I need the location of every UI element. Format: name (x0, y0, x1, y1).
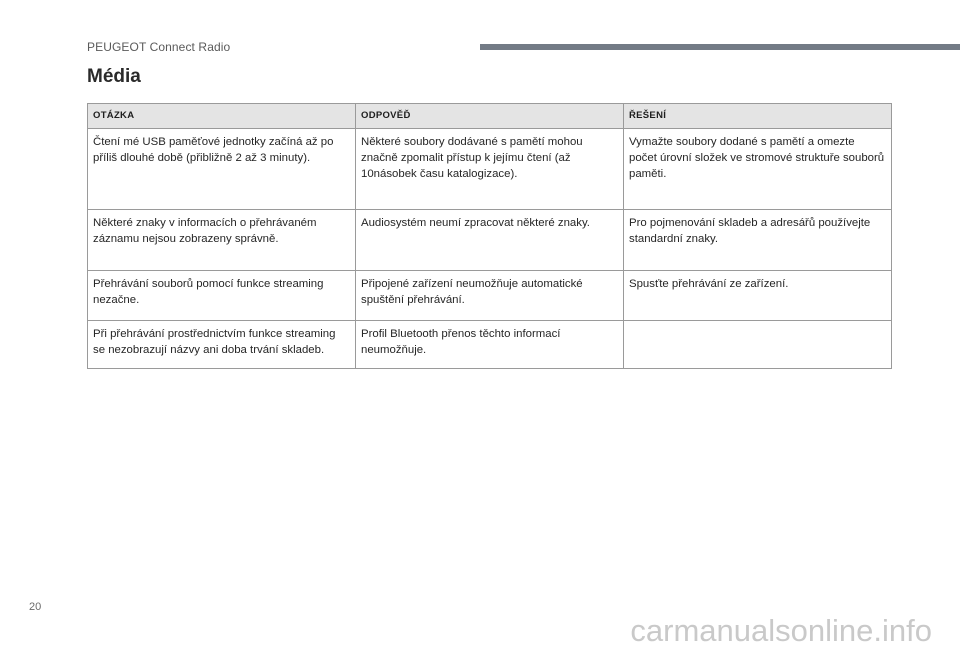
table-row (88, 271, 892, 321)
watermark: carmanualsonline.info (630, 613, 932, 648)
solution-cell: Pro pojmenování skladeb a adresářů používejte standardní znaky. (624, 210, 892, 271)
answer-cell: Audiosystém neumí zpracovat některé znaky. (356, 210, 624, 271)
table-row (88, 129, 892, 210)
page-title: Média (87, 66, 141, 87)
table-row (88, 210, 892, 271)
header-bar (480, 44, 960, 50)
question-cell: Přehrávání souborů pomocí funkce streaming nezačne. (88, 271, 356, 321)
question-cell: Některé znaky v informacích o přehrávaném záznamu nejsou zobrazeny správně. (88, 210, 356, 271)
column-header-question: OTÁZKA (88, 104, 356, 129)
solution-cell: Spusťte přehrávání ze zařízení. (624, 271, 892, 321)
solution-cell-empty (624, 321, 892, 369)
answer-cell: Připojené zařízení neumožňuje automatické spuštění přehrávání. (356, 271, 624, 321)
faq-table (87, 103, 892, 369)
table-header-row (88, 104, 892, 129)
answer-cell: Profil Bluetooth přenos těchto informací neumožňuje. (356, 321, 624, 369)
question-cell: Při přehrávání prostřednictvím funkce streaming se nezobrazují názvy ani doba trvání skladeb. (88, 321, 356, 369)
solution-cell: Vymažte soubory dodané s pamětí a omezte počet úrovní složek ve stromové struktuře souborů paměti. (624, 129, 892, 210)
running-header: PEUGEOT Connect Radio (87, 40, 231, 54)
column-header-solution: ŘEŠENÍ (624, 104, 892, 129)
table-row (88, 321, 892, 369)
answer-cell: Některé soubory dodávané s pamětí mohou značně zpomalit přístup k jejímu čtení (až 10násobek času katalogizace). (356, 129, 624, 210)
page-number: 20 (29, 601, 42, 613)
column-header-answer: ODPOVĚĎ (356, 104, 624, 129)
question-cell: Čtení mé USB paměťové jednotky začíná až po příliš dlouhé době (přibližně 2 až 3 minuty). (88, 129, 356, 210)
